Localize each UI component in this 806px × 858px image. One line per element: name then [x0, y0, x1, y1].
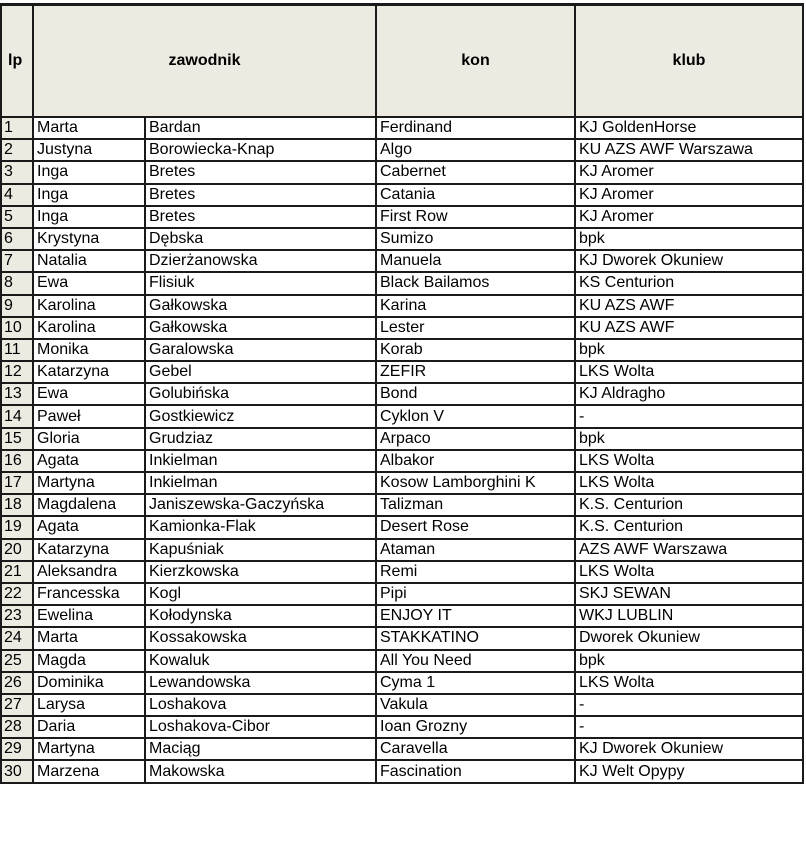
cell-first-name[interactable]: Ewelina	[33, 605, 145, 627]
cell-horse[interactable]: Korab	[376, 339, 575, 361]
cell-last-name[interactable]: Garalowska	[145, 339, 376, 361]
cell-last-name[interactable]: Bardan	[145, 117, 376, 139]
cell-first-name[interactable]: Karolina	[33, 295, 145, 317]
header-rider[interactable]: zawodnik	[33, 5, 376, 118]
cell-first-name[interactable]: Marzena	[33, 760, 145, 782]
cell-last-name[interactable]: Inkielman	[145, 450, 376, 472]
cell-last-name[interactable]: Maciąg	[145, 738, 376, 760]
cell-first-name[interactable]: Dominika	[33, 672, 145, 694]
cell-club[interactable]: KS Centurion	[575, 272, 803, 294]
cell-lp[interactable]: 18	[1, 494, 33, 516]
cell-last-name[interactable]: Gebel	[145, 361, 376, 383]
cell-club[interactable]: KJ Dworek Okuniew	[575, 738, 803, 760]
cell-first-name[interactable]: Magdalena	[33, 494, 145, 516]
cell-horse[interactable]: Ataman	[376, 539, 575, 561]
cell-club[interactable]: LKS Wolta	[575, 450, 803, 472]
cell-lp[interactable]: 8	[1, 272, 33, 294]
header-horse[interactable]: kon	[376, 5, 575, 118]
cell-horse[interactable]: Algo	[376, 139, 575, 161]
cell-club[interactable]: KJ Welt Opypy	[575, 760, 803, 782]
cell-first-name[interactable]: Gloria	[33, 428, 145, 450]
cell-first-name[interactable]: Aleksandra	[33, 561, 145, 583]
table-row	[1, 650, 803, 672]
table-row	[1, 472, 803, 494]
table-row	[1, 450, 803, 472]
cell-last-name[interactable]: Janiszewska-Gaczyńska	[145, 494, 376, 516]
table-row	[1, 694, 803, 716]
table-row	[1, 672, 803, 694]
cell-horse[interactable]: Ioan Grozny	[376, 716, 575, 738]
cell-horse[interactable]: Karina	[376, 295, 575, 317]
cell-horse[interactable]: Manuela	[376, 250, 575, 272]
cell-lp[interactable]: 19	[1, 516, 33, 538]
cell-last-name[interactable]: Gostkiewicz	[145, 405, 376, 427]
cell-horse[interactable]: Lester	[376, 317, 575, 339]
cell-lp[interactable]: 17	[1, 472, 33, 494]
cell-first-name[interactable]: Ewa	[33, 383, 145, 405]
cell-club[interactable]: SKJ SEWAN	[575, 583, 803, 605]
cell-lp[interactable]: 6	[1, 228, 33, 250]
cell-lp[interactable]: 23	[1, 605, 33, 627]
cell-last-name[interactable]: Gałkowska	[145, 317, 376, 339]
table-row	[1, 428, 803, 450]
cell-last-name[interactable]: Kierzkowska	[145, 561, 376, 583]
table-row	[1, 383, 803, 405]
header-lp[interactable]: lp	[1, 5, 33, 118]
table-row	[1, 206, 803, 228]
cell-last-name[interactable]: Kossakowska	[145, 627, 376, 649]
table-row	[1, 117, 803, 139]
cell-first-name[interactable]: Agata	[33, 450, 145, 472]
cell-first-name[interactable]: Karolina	[33, 317, 145, 339]
cell-last-name[interactable]: Loshakova-Cibor	[145, 716, 376, 738]
cell-club[interactable]: LKS Wolta	[575, 472, 803, 494]
cell-horse[interactable]: Black Bailamos	[376, 272, 575, 294]
cell-horse[interactable]: ENJOY IT	[376, 605, 575, 627]
cell-club[interactable]: KJ Aromer	[575, 184, 803, 206]
cell-horse[interactable]: Bond	[376, 383, 575, 405]
table-row	[1, 317, 803, 339]
table-row	[1, 539, 803, 561]
cell-horse[interactable]: Cabernet	[376, 161, 575, 183]
cell-first-name[interactable]: Inga	[33, 184, 145, 206]
cell-club[interactable]: K.S. Centurion	[575, 494, 803, 516]
table-row	[1, 716, 803, 738]
cell-club[interactable]: -	[575, 405, 803, 427]
cell-club[interactable]: LKS Wolta	[575, 361, 803, 383]
cell-club[interactable]: -	[575, 694, 803, 716]
cell-last-name[interactable]: Kowaluk	[145, 650, 376, 672]
cell-last-name[interactable]: Bretes	[145, 206, 376, 228]
table-row	[1, 339, 803, 361]
cell-club[interactable]: KJ Aromer	[575, 206, 803, 228]
cell-last-name[interactable]: Dzierżanowska	[145, 250, 376, 272]
table-row	[1, 228, 803, 250]
cell-club[interactable]: Dworek Okuniew	[575, 627, 803, 649]
cell-first-name[interactable]: Martyna	[33, 738, 145, 760]
cell-lp[interactable]: 5	[1, 206, 33, 228]
cell-horse[interactable]: First Row	[376, 206, 575, 228]
cell-club[interactable]: KJ Aldragho	[575, 383, 803, 405]
cell-first-name[interactable]: Francesska	[33, 583, 145, 605]
cell-first-name[interactable]: Krystyna	[33, 228, 145, 250]
cell-club[interactable]: LKS Wolta	[575, 561, 803, 583]
cell-club[interactable]: KU AZS AWF Warszawa	[575, 139, 803, 161]
cell-club[interactable]: KU AZS AWF	[575, 317, 803, 339]
cell-club[interactable]: bpk	[575, 650, 803, 672]
table-row	[1, 738, 803, 760]
cell-lp[interactable]: 12	[1, 361, 33, 383]
cell-lp[interactable]: 11	[1, 339, 33, 361]
table-row	[1, 295, 803, 317]
cell-last-name[interactable]: Kamionka-Flak	[145, 516, 376, 538]
cell-last-name[interactable]: Kołodynska	[145, 605, 376, 627]
table-row	[1, 272, 803, 294]
cell-first-name[interactable]: Inga	[33, 161, 145, 183]
cell-lp[interactable]: 15	[1, 428, 33, 450]
cell-horse[interactable]: Cyklon V	[376, 405, 575, 427]
cell-lp[interactable]: 2	[1, 139, 33, 161]
table-row	[1, 605, 803, 627]
table-row	[1, 184, 803, 206]
cell-horse[interactable]: Talizman	[376, 494, 575, 516]
cell-lp[interactable]: 13	[1, 383, 33, 405]
cell-first-name[interactable]: Monika	[33, 339, 145, 361]
cell-lp[interactable]: 20	[1, 539, 33, 561]
cell-first-name[interactable]: Daria	[33, 716, 145, 738]
cell-club[interactable]: -	[575, 716, 803, 738]
cell-club[interactable]: KJ Dworek Okuniew	[575, 250, 803, 272]
cell-horse[interactable]: Fascination	[376, 760, 575, 782]
table-row	[1, 760, 803, 782]
cell-last-name[interactable]: Dębska	[145, 228, 376, 250]
cell-lp[interactable]: 27	[1, 694, 33, 716]
cell-last-name[interactable]: Bretes	[145, 184, 376, 206]
cell-horse[interactable]: All You Need	[376, 650, 575, 672]
cell-first-name[interactable]: Paweł	[33, 405, 145, 427]
cell-first-name[interactable]: Katarzyna	[33, 361, 145, 383]
cell-horse[interactable]: Remi	[376, 561, 575, 583]
cell-horse[interactable]: Ferdinand	[376, 117, 575, 139]
cell-lp[interactable]: 10	[1, 317, 33, 339]
cell-lp[interactable]: 22	[1, 583, 33, 605]
cell-first-name[interactable]: Marta	[33, 117, 145, 139]
header-club[interactable]: klub	[575, 5, 803, 118]
cell-lp[interactable]: 30	[1, 760, 33, 782]
cell-lp[interactable]: 16	[1, 450, 33, 472]
cell-club[interactable]: WKJ LUBLIN	[575, 605, 803, 627]
cell-last-name[interactable]: Loshakova	[145, 694, 376, 716]
header-row	[1, 5, 803, 118]
cell-lp[interactable]: 29	[1, 738, 33, 760]
table-row	[1, 516, 803, 538]
cell-horse[interactable]: Catania	[376, 184, 575, 206]
cell-last-name[interactable]: Kapuśniak	[145, 539, 376, 561]
cell-lp[interactable]: 9	[1, 295, 33, 317]
table-row	[1, 405, 803, 427]
cell-horse[interactable]: Caravella	[376, 738, 575, 760]
cell-last-name[interactable]: Inkielman	[145, 472, 376, 494]
cell-club[interactable]: KJ Aromer	[575, 161, 803, 183]
cell-first-name[interactable]: Martyna	[33, 472, 145, 494]
cell-club[interactable]: K.S. Centurion	[575, 516, 803, 538]
cell-club[interactable]: KU AZS AWF	[575, 295, 803, 317]
cell-club[interactable]: KJ GoldenHorse	[575, 117, 803, 139]
cell-lp[interactable]: 24	[1, 627, 33, 649]
table-row	[1, 494, 803, 516]
cell-lp[interactable]: 7	[1, 250, 33, 272]
cell-lp[interactable]: 4	[1, 184, 33, 206]
cell-last-name[interactable]: Golubińska	[145, 383, 376, 405]
table-row	[1, 583, 803, 605]
cell-club[interactable]: bpk	[575, 428, 803, 450]
cell-last-name[interactable]: Grudziaz	[145, 428, 376, 450]
cell-horse[interactable]: Vakula	[376, 694, 575, 716]
cell-horse[interactable]: Albakor	[376, 450, 575, 472]
cell-first-name[interactable]: Magda	[33, 650, 145, 672]
cell-last-name[interactable]: Makowska	[145, 760, 376, 782]
cell-last-name[interactable]: Bretes	[145, 161, 376, 183]
cell-lp[interactable]: 28	[1, 716, 33, 738]
cell-horse[interactable]: Cyma 1	[376, 672, 575, 694]
cell-first-name[interactable]: Inga	[33, 206, 145, 228]
cell-lp[interactable]: 26	[1, 672, 33, 694]
table-row	[1, 161, 803, 183]
cell-horse[interactable]: Pipi	[376, 583, 575, 605]
cell-lp[interactable]: 3	[1, 161, 33, 183]
cell-last-name[interactable]: Flisiuk	[145, 272, 376, 294]
cell-club[interactable]: bpk	[575, 339, 803, 361]
cell-first-name[interactable]: Larysa	[33, 694, 145, 716]
cell-lp[interactable]: 1	[1, 117, 33, 139]
cell-lp[interactable]: 14	[1, 405, 33, 427]
cell-club[interactable]: LKS Wolta	[575, 672, 803, 694]
cell-first-name[interactable]: Justyna	[33, 139, 145, 161]
cell-horse[interactable]: ZEFIR	[376, 361, 575, 383]
cell-horse[interactable]: STAKKATINO	[376, 627, 575, 649]
riders-table	[0, 3, 804, 784]
table-row	[1, 139, 803, 161]
cell-last-name[interactable]: Gałkowska	[145, 295, 376, 317]
table-row	[1, 561, 803, 583]
cell-last-name[interactable]: Kogl	[145, 583, 376, 605]
cell-first-name[interactable]: Ewa	[33, 272, 145, 294]
cell-last-name[interactable]: Borowiecka-Knap	[145, 139, 376, 161]
cell-horse[interactable]: Desert Rose	[376, 516, 575, 538]
table-row	[1, 361, 803, 383]
table-row	[1, 250, 803, 272]
cell-lp[interactable]: 21	[1, 561, 33, 583]
cell-last-name[interactable]: Lewandowska	[145, 672, 376, 694]
cell-first-name[interactable]: Katarzyna	[33, 539, 145, 561]
cell-horse[interactable]: Arpaco	[376, 428, 575, 450]
table-row	[1, 627, 803, 649]
cell-club[interactable]: AZS AWF Warszawa	[575, 539, 803, 561]
cell-lp[interactable]: 25	[1, 650, 33, 672]
cell-first-name[interactable]: Natalia	[33, 250, 145, 272]
cell-horse[interactable]: Kosow Lamborghini K	[376, 472, 575, 494]
cell-first-name[interactable]: Marta	[33, 627, 145, 649]
cell-club[interactable]: bpk	[575, 228, 803, 250]
cell-first-name[interactable]: Agata	[33, 516, 145, 538]
cell-horse[interactable]: Sumizo	[376, 228, 575, 250]
